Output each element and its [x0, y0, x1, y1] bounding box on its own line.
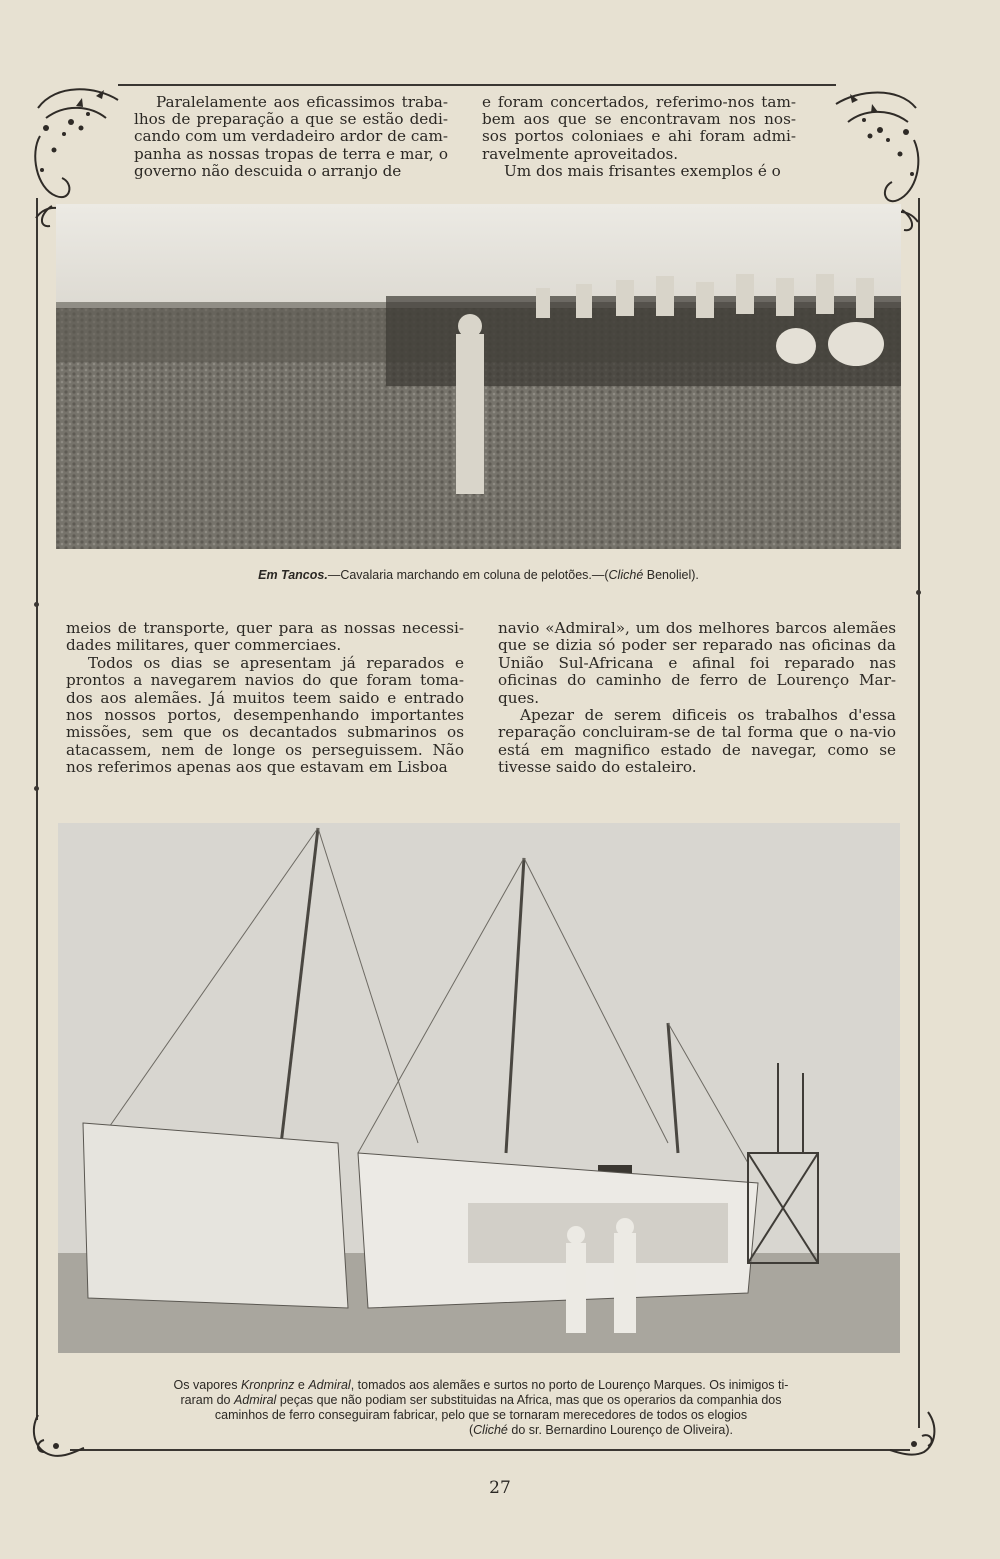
page-number: 27 [489, 1478, 511, 1498]
caption-line: caminhos de ferro conseguiram fabricar, pelo que se tornaram merecedores de todos os elogios [214, 1408, 748, 1422]
frame-bullet [34, 602, 39, 607]
frame-bullet [916, 590, 921, 595]
cavalry-photo [56, 204, 901, 549]
ships-photo [58, 823, 900, 1353]
cavalry-photo-caption [56, 568, 901, 583]
floral-ornament-bottom-right [888, 1408, 948, 1463]
caption-line: (Cliché do sr. Bernardino Lourenço de Oliveira). [468, 1423, 734, 1437]
paragraph: Um dos mais frisantes exemplos é o [504, 161, 781, 180]
caption-title: Em Tancos. [258, 568, 328, 582]
paragraph: navio «Admiral», um dos melhores barcos alemães que se dizia só poder ser reparado nas oficinas da União Sul-Africana e afinal foi reparado nas oficinas do caminho de ferro de Lourenço Mar-ques. [498, 619, 896, 707]
caption-line: raram do Admiral peças que não podiam ser substituidas na Africa, mas que os operarios da companhia dos [180, 1393, 782, 1407]
paragraph: Todos os dias se apresentam já reparados e prontos a navegarem navios do que foram toma-dos aos alemães. Já muitos teem saido e entrado nos nossos portos, desempenhando importantes missões, sem que os decantados submarinos os atacassem, nem de longe os perseguissem. Não nos referimos apenas aos que estavam em Lisboa [66, 653, 464, 777]
top-text-right-column [482, 94, 796, 180]
paragraph: meios de transporte, quer para as nossas necessi-dades militares, quer commerciaes. [66, 619, 464, 655]
caption-credit-italic: Cliché [608, 568, 644, 582]
ships-photo-caption [66, 1378, 896, 1438]
paragraph: Paralelamente aos eficassimos traba-lhos de preparação a que se estão dedi-cando com um verdadeiro ardor de cam-panha as nossas tropas de terra e mar, o governo não descuida o arranjo de [134, 93, 448, 180]
paragraph: Apezar de serem dificeis os trabalhos d'essa reparação concluiram-se de tal forma que o na-vio está em magnifico estado de navegar, como se tivesse saido do estaleiro. [498, 706, 896, 777]
caption-credit: Benoliel). [643, 568, 699, 582]
mid-text-left-column [66, 620, 464, 777]
paragraph: e foram concertados, referimo-nos tam-bem aos que se encontravam nos nos-sos portos coloniaes e ahi foram admi-ravelmente aproveitados. [482, 93, 796, 163]
frame-bottom-line [70, 1449, 910, 1451]
caption-text: —Cavalaria marchando em coluna de pelotões.—( [327, 568, 609, 582]
frame-left-line [36, 198, 38, 1420]
frame-right-line [918, 198, 920, 1428]
mid-text-right-column [498, 620, 896, 777]
top-text-left-column [134, 94, 448, 180]
frame-bullet [34, 786, 39, 791]
caption-line: Os vapores Kronprinz e Admiral, tomados aos alemães e surtos no porto de Lourenço Marques. Os inimigos ti- [173, 1378, 789, 1392]
frame-top-line [118, 84, 836, 86]
